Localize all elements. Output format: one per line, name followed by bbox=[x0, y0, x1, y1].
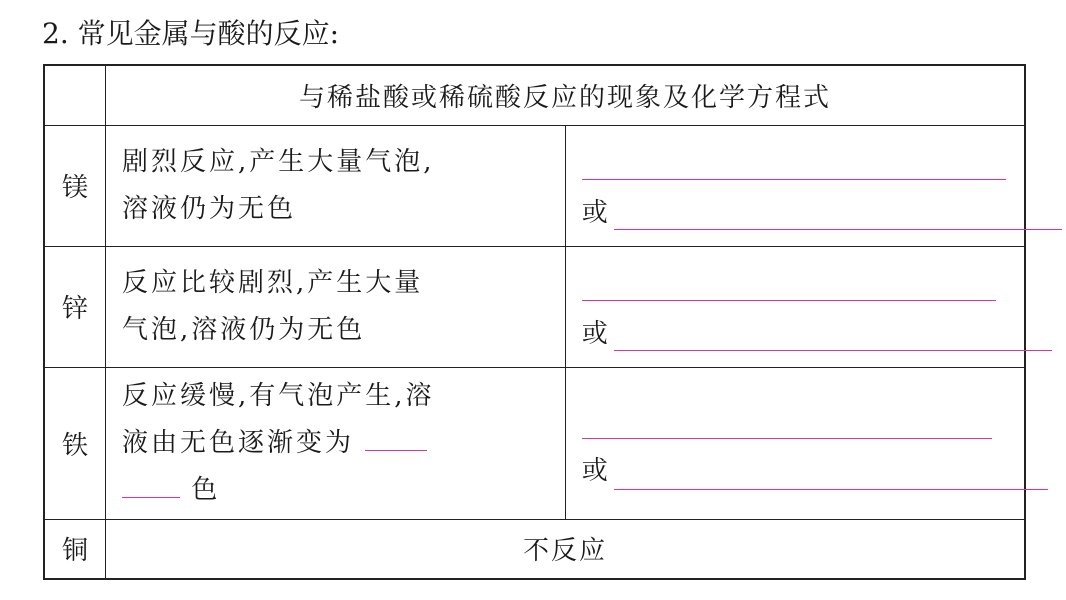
phenomenon-line: 反应缓慢,有气泡产生,溶 bbox=[122, 380, 435, 411]
color-blank-part1[interactable] bbox=[365, 426, 427, 451]
equation-answer-line[interactable] bbox=[582, 300, 996, 301]
equation-cell bbox=[565, 246, 1025, 367]
phenomenon-text: 色 bbox=[191, 474, 221, 505]
equation-answer-line-alt[interactable] bbox=[614, 229, 1062, 230]
header-corner-cell bbox=[44, 65, 106, 125]
table-row-copper bbox=[44, 519, 1025, 579]
metal-cell: 铜 bbox=[44, 519, 106, 579]
or-label: 或 bbox=[581, 197, 608, 228]
metal-cell: 镁 bbox=[44, 125, 106, 246]
section-heading: 2. 常见金属与酸的反应: bbox=[42, 17, 340, 50]
table-row-iron bbox=[44, 367, 1025, 519]
phenomenon-line bbox=[122, 467, 553, 514]
phenomenon-line: 气泡,溶液仍为无色 bbox=[122, 314, 366, 345]
or-label: 或 bbox=[581, 455, 608, 486]
metal-cell: 铁 bbox=[44, 367, 106, 519]
phenomenon-cell bbox=[106, 246, 566, 367]
or-label: 或 bbox=[581, 318, 608, 349]
equation-cell bbox=[565, 125, 1025, 246]
phenomenon-line: 溶液仍为无色 bbox=[122, 193, 297, 224]
equation-answer-line[interactable] bbox=[582, 179, 1006, 180]
metal-cell: 锌 bbox=[44, 246, 106, 367]
metal-acid-table bbox=[43, 64, 1026, 580]
no-reaction-cell: 不反应 bbox=[106, 519, 1026, 579]
phenomenon-text: 液由无色逐渐变为 bbox=[122, 427, 355, 458]
header-title-cell: 与稀盐酸或稀硫酸反应的现象及化学方程式 bbox=[106, 65, 1026, 125]
phenomenon-line bbox=[122, 420, 553, 467]
table-row-zinc bbox=[44, 246, 1025, 367]
phenomenon-line: 剧烈反应,产生大量气泡, bbox=[122, 146, 435, 177]
phenomenon-line: 反应比较剧烈,产生大量 bbox=[122, 267, 424, 298]
color-blank-part2[interactable] bbox=[122, 473, 180, 498]
phenomenon-cell bbox=[106, 367, 566, 519]
phenomenon-cell bbox=[106, 125, 566, 246]
equation-answer-line[interactable] bbox=[582, 438, 992, 439]
table-header-row bbox=[44, 65, 1025, 125]
table-row-magnesium bbox=[44, 125, 1025, 246]
equation-answer-line-alt[interactable] bbox=[614, 489, 1048, 490]
equation-answer-line-alt[interactable] bbox=[614, 350, 1052, 351]
equation-cell bbox=[565, 367, 1025, 519]
